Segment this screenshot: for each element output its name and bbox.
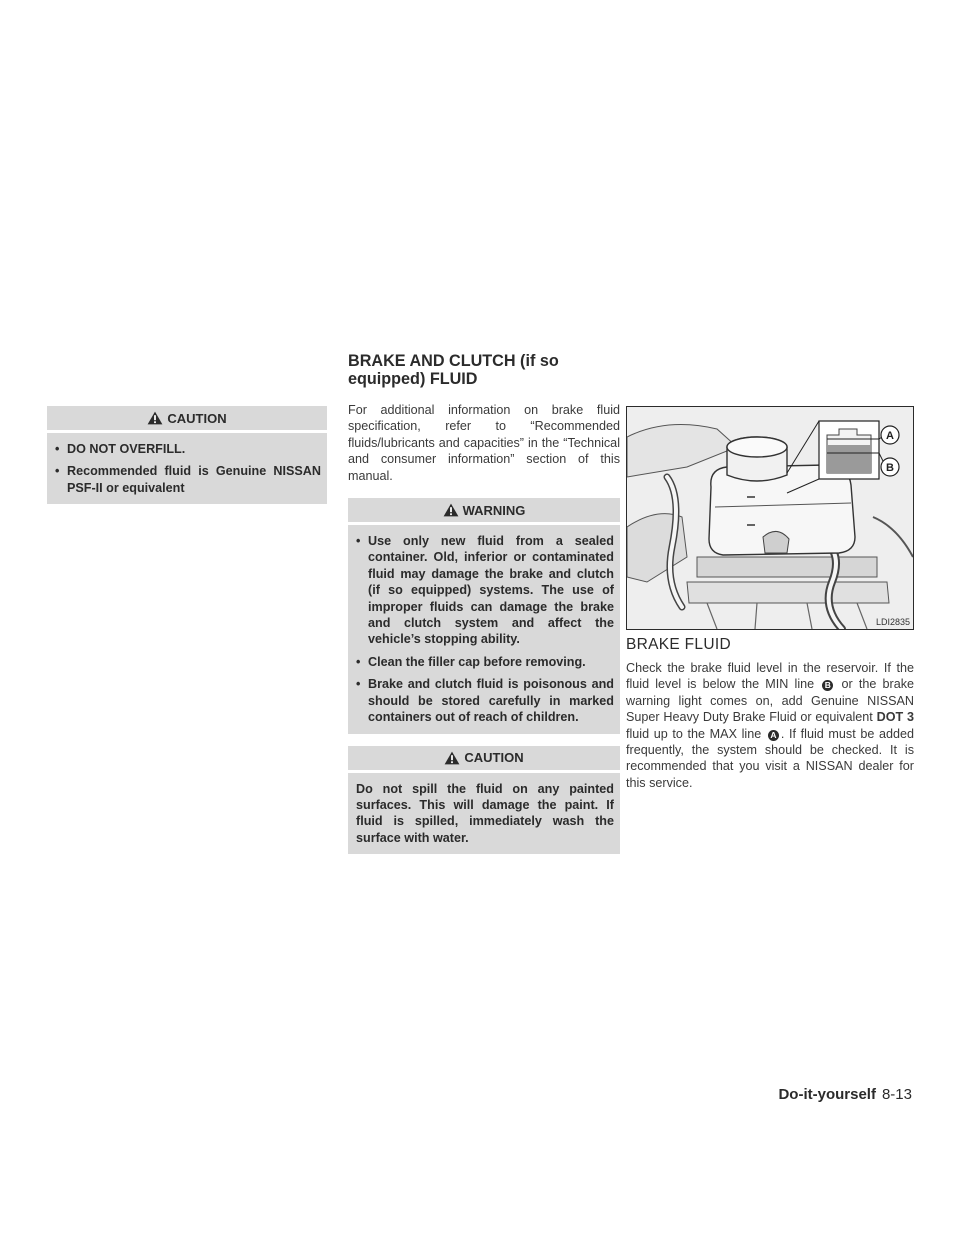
warning-triangle-icon bbox=[147, 411, 163, 425]
caution-header bbox=[348, 746, 620, 773]
brake-fluid-text-2: or the brake warning light comes on, add Genuine NISSAN Super Heavy Duty Brake Fluid or equivalent bbox=[626, 677, 915, 725]
warning-item: • Use only new fluid from a sealed container. Old, inferior or contaminated fluid may damage the brake and clutch (if so equipped) systems. The use of improper fluids can damage the brake and clutch system and affect the vehicle’s stopping ability. bbox=[356, 533, 614, 648]
brake-fluid-text-4: . If fluid must be added frequently, the system should be checked. It is recommended that you visit a NISSAN dealer for this service. bbox=[626, 726, 915, 790]
warning-header bbox=[348, 498, 620, 525]
brake-fluid-reservoir-illustration bbox=[627, 407, 913, 629]
caution-title: CAUTION bbox=[464, 750, 524, 765]
brake-fluid-title: BRAKE FLUID bbox=[626, 636, 731, 653]
caution-item: • DO NOT OVERFILL. bbox=[55, 441, 321, 457]
intro-paragraph: For additional information on brake fluid specification, refer to “Recommended fluids/lubricants and capacities” in the “Technical and consumer information” section of this manual. bbox=[348, 403, 620, 483]
brake-fluid-text-1: Check the brake fluid level in the reservoir. If the fluid level is below the MIN line bbox=[626, 661, 914, 692]
caution-title: CAUTION bbox=[167, 410, 227, 426]
caution-text: Do not spill the fluid on any painted surfaces. This will damage the paint. If fluid is spilled, immediately wash the surface with water. bbox=[356, 781, 614, 845]
brake-fluid-paragraph bbox=[626, 660, 914, 791]
page-footer bbox=[778, 1086, 912, 1103]
caution-header bbox=[47, 406, 327, 433]
caution-item: • Recommended fluid is Genuine NISSAN PSF-II or equivalent bbox=[55, 463, 321, 496]
marker-a-icon: A bbox=[768, 730, 779, 741]
warning-triangle-icon bbox=[443, 503, 459, 517]
warning-title: WARNING bbox=[462, 502, 526, 518]
warning-triangle-icon bbox=[444, 751, 460, 765]
middle-column bbox=[348, 402, 620, 854]
brake-fluid-text-3: fluid up to the MAX line bbox=[626, 726, 762, 741]
caution-body bbox=[47, 433, 327, 504]
figure-label-a: A bbox=[886, 430, 894, 442]
page-number: 8-13 bbox=[881, 1086, 912, 1103]
caution-box-paint bbox=[348, 746, 620, 855]
section-title: BRAKE AND CLUTCH (if so equipped) FLUID bbox=[348, 352, 559, 388]
figure-code: LDI2835 bbox=[875, 617, 910, 627]
warning-body bbox=[348, 525, 620, 733]
marker-b-icon: B bbox=[822, 680, 833, 691]
warning-item: • Brake and clutch fluid is poisonous and should be stored carefully in marked containers out of reach of children. bbox=[356, 676, 614, 725]
caution-box-overfill bbox=[47, 406, 327, 504]
footer-section: Do-it-yourself bbox=[778, 1086, 876, 1103]
caution-body bbox=[348, 773, 620, 855]
warning-item: • Clean the filler cap before removing. bbox=[356, 654, 614, 670]
brake-reservoir-figure bbox=[626, 406, 914, 630]
dot3-label: DOT 3 bbox=[876, 710, 914, 725]
warning-box bbox=[348, 498, 620, 733]
figure-label-b: B bbox=[886, 462, 894, 474]
